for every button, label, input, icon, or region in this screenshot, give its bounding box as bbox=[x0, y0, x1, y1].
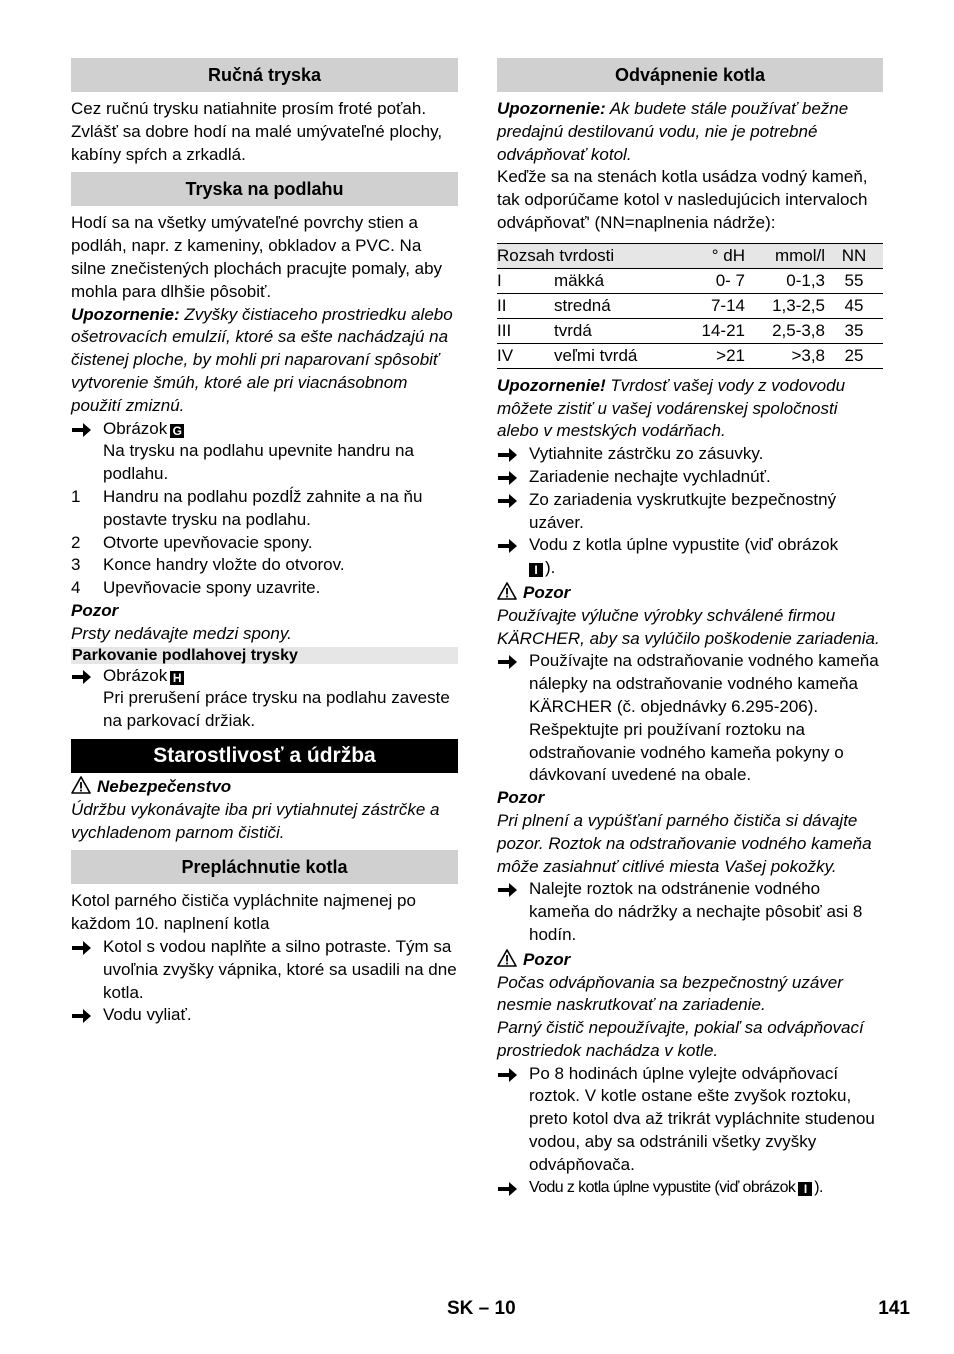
heading-preplachnutie: Prepláchnutie kotla bbox=[71, 850, 458, 884]
arrow-icon bbox=[498, 471, 518, 485]
page-number: 141 bbox=[878, 1298, 910, 1319]
col-dh: ° dH bbox=[675, 243, 745, 268]
step-text: Handru na podlahu pozdĺž zahnite a na ňu postavte trysku na podlahu. bbox=[103, 486, 423, 529]
arrow-icon bbox=[72, 1009, 92, 1023]
prep-list bbox=[497, 443, 883, 534]
paragraph-podlaha: Hodí sa na všetky umývateľné povrchy stien a podláh, napr. z kameniny, obkladov a PVC. Na silne znečistených plochách pracujte pomaly, aby mohla para dlhšie pôsobiť. bbox=[71, 213, 443, 301]
figure-label: Obrázok bbox=[103, 665, 168, 685]
caution-text: Parný čistič nepoužívajte, pokiaľ sa odvápňovací prostriedok nachádza v kotle. bbox=[497, 1018, 864, 1060]
arrow-icon bbox=[498, 539, 518, 553]
step-item bbox=[71, 532, 458, 555]
caution-text: Pri plnení a vypúšťaní parného čističa si dávajte pozor. Roztok na odstraňovanie vodného kameňa môže zasiahnuť citlivé miesta Vašej pokožky. bbox=[497, 810, 872, 876]
cell-level: I bbox=[497, 268, 554, 293]
table-row bbox=[497, 293, 883, 318]
arrow-icon bbox=[498, 494, 518, 508]
arrow-icon bbox=[498, 883, 518, 897]
cell-dh: 14-21 bbox=[675, 318, 745, 343]
table-header-row bbox=[497, 243, 883, 268]
step-text: Upevňovacie spony uzavrite. bbox=[103, 578, 321, 598]
cell-label: tvrdá bbox=[554, 318, 675, 343]
left-column bbox=[71, 58, 458, 1027]
step-text: Konce handry vložte do otvorov. bbox=[103, 555, 345, 575]
arrow-icon bbox=[72, 670, 92, 684]
caution-title: Pozor bbox=[497, 788, 545, 808]
paragraph-rucna: Cez ručnú trysku natiahnite prosím froté poťah. Zvlášť sa dobre hodí na malé umývateľné plochy, kabíny spŕch a zrkadlá. bbox=[71, 99, 443, 164]
note-label: Upozornenie: bbox=[71, 304, 180, 324]
note-text: Ak budete stále používať bežne predajnú destilovanú vodu, nie je potrebné odvápňovať kotol. bbox=[497, 99, 849, 164]
col-mmol: mmol/l bbox=[745, 243, 825, 268]
cell-nn: 25 bbox=[825, 343, 883, 368]
cell-nn: 45 bbox=[825, 293, 883, 318]
cell-mmol: >3,8 bbox=[745, 343, 825, 368]
rinse-item-2: Vodu vyliať. bbox=[103, 1005, 192, 1025]
table-row bbox=[497, 343, 883, 368]
list-item bbox=[497, 466, 883, 489]
list-item bbox=[497, 1063, 883, 1177]
caution-title: Pozor bbox=[71, 600, 119, 620]
prep-item-text: Vytiahnite zástrčku zo zásuvky. bbox=[529, 444, 764, 464]
cell-dh: 0- 7 bbox=[675, 268, 745, 293]
arrow-icon bbox=[498, 448, 518, 462]
note-podlaha bbox=[71, 304, 458, 418]
rinse-item-1: Kotol s vodou naplňte a silno potraste. Tým sa uvoľnia zvyšky vápnika, ktoré sa usadili na dne kotla. bbox=[103, 936, 457, 1002]
note-distilled bbox=[497, 98, 883, 166]
danger-label: Nebezpečenstvo bbox=[97, 776, 232, 796]
cell-nn: 35 bbox=[825, 318, 883, 343]
cell-nn: 55 bbox=[825, 268, 883, 293]
arrow-icon bbox=[498, 1068, 518, 1082]
prep-item-text: Zo zariadenia vyskrutkujte bezpečnostný uzáver. bbox=[529, 489, 837, 532]
note-label: Upozornenie: bbox=[497, 99, 606, 118]
step-number: 1 bbox=[71, 486, 81, 506]
list-item bbox=[497, 443, 883, 466]
drain-end: ). bbox=[545, 558, 556, 578]
right-column bbox=[497, 58, 883, 1199]
step-item bbox=[71, 554, 458, 577]
caution-text: Počas odvápňovania sa bezpečnostný uzáver nesmie naskrutkovať na zariadenie. bbox=[497, 972, 843, 1015]
paragraph-intro: Keďže sa na stenách kotla usádza vodný kameň, tak odporúčame kotol v nasledujúcich intervaloch odvápňovať' (NN=naplnenia nádrže): bbox=[497, 167, 868, 232]
danger-title bbox=[71, 776, 458, 799]
step-number: 4 bbox=[71, 578, 81, 598]
cell-label: veľmi tvrdá bbox=[554, 343, 675, 368]
last-end: ). bbox=[814, 1178, 823, 1196]
heading-tryska-podlaha: Tryska na podlahu bbox=[71, 172, 458, 206]
cell-mmol: 1,3-2,5 bbox=[745, 293, 825, 318]
step-text: Otvorte upevňovacie spony. bbox=[103, 532, 313, 552]
note-hardness bbox=[497, 375, 883, 443]
paragraph-rinse: Kotol parného čističa vypláchnite najmenej po každom 10. naplnení kotla bbox=[71, 891, 416, 934]
after-text: Po 8 hodinách úplne vylejte odvápňovací roztok. V kotle ostane ešte zvyšok roztoku, preto kotol dva až trikrát vypláchnite studenou vodou, aby sa odstránili všetky zvyšky odvápňovača. bbox=[529, 1063, 875, 1174]
arrow-icon bbox=[72, 941, 92, 955]
list-item bbox=[497, 650, 883, 787]
heading-rucna-tryska: Ručná tryska bbox=[71, 58, 458, 92]
cell-level: III bbox=[497, 318, 554, 343]
figure-g-badge: G bbox=[170, 424, 184, 438]
caution-label: Pozor bbox=[523, 582, 571, 602]
list-item bbox=[497, 1177, 883, 1200]
warning-icon bbox=[497, 949, 517, 967]
caution-title bbox=[497, 582, 883, 605]
cell-mmol: 2,5-3,8 bbox=[745, 318, 825, 343]
kamen-text: Používajte na odstraňovanie vodného kameňa nálepky na odstraňovanie vodného kameňa KÄRCHER (č. objednávky 6.295-206). Rešpektujte pri používaní roztoku na odstraňovanie vodného kameňa pokyny o dávkovaní uvedené na obale. bbox=[529, 651, 879, 785]
caution-title bbox=[497, 949, 883, 972]
cell-level: II bbox=[497, 293, 554, 318]
figure-g-text: Na trysku na podlahu upevnite handru na podlahu. bbox=[103, 441, 414, 484]
step-item bbox=[71, 577, 458, 600]
list-item bbox=[71, 1004, 458, 1027]
steps-list bbox=[71, 486, 458, 600]
list-item bbox=[71, 665, 458, 733]
last-text: Vodu z kotla úplne vypustite (viď obrázok bbox=[529, 1178, 796, 1196]
note-text: Tvrdosť vašej vody z vodovodu môžete zistiť u vašej vodárenskej spoločnosti alebo v mestských vodárňach. bbox=[497, 375, 846, 441]
figure-h-badge: H bbox=[170, 671, 184, 685]
heading-odvapnenie: Odvápnenie kotla bbox=[497, 58, 883, 92]
figure-i-badge: I bbox=[529, 563, 543, 577]
list-item bbox=[497, 489, 883, 535]
table-row bbox=[497, 268, 883, 293]
list-item bbox=[497, 534, 883, 580]
cell-label: stredná bbox=[554, 293, 675, 318]
col-nn: NN bbox=[825, 243, 883, 268]
figure-label: Obrázok bbox=[103, 418, 168, 438]
cell-mmol: 0-1,3 bbox=[745, 268, 825, 293]
warning-icon bbox=[71, 776, 91, 794]
step-number: 3 bbox=[71, 555, 81, 575]
arrow-icon bbox=[498, 655, 518, 669]
naplnte-text: Nalejte roztok na odstránenie vodného kameňa do nádržky a nechajte pôsobiť asi 8 hodín. bbox=[529, 879, 863, 944]
heading-starostlivost: Starostlivosť a údržba bbox=[71, 739, 458, 773]
step-item bbox=[71, 486, 458, 532]
caution-text: Používajte výlučne výrobky schválené firmou KÄRCHER, aby sa vylúčilo poškodenie zariadenia. bbox=[497, 605, 880, 648]
caution-text: Prsty nedávajte medzi spony. bbox=[71, 623, 292, 643]
col-rozsah: Rozsah tvrdosti bbox=[497, 243, 675, 268]
heading-parkovanie: Parkovanie podlahovej trysky bbox=[71, 647, 458, 664]
arrow-icon bbox=[72, 423, 92, 437]
note-text: Zvyšky čistiaceho prostriedku alebo ošetrovacích emulzií, ktoré sa ešte nachádzajú na čistenej ploche, by mohli pri naparovaní spôsobiť vytvorenie šmúh, ktoré ale pri viacnásobnom použití zmiznú. bbox=[71, 304, 453, 415]
footer-section: SK – 10 bbox=[447, 1298, 516, 1319]
cell-level: IV bbox=[497, 343, 554, 368]
step-number: 2 bbox=[71, 532, 81, 552]
note-label: Upozornenie! bbox=[497, 375, 606, 395]
list-item bbox=[71, 418, 458, 486]
figure-h-text: Pri prerušení práce trysku na podlahu zaveste na parkovací držiak. bbox=[103, 688, 450, 731]
cell-dh: >21 bbox=[675, 343, 745, 368]
list-item bbox=[71, 936, 458, 1004]
hardness-table bbox=[497, 243, 883, 369]
caution-label: Pozor bbox=[523, 949, 571, 969]
figure-i-badge: I bbox=[798, 1182, 812, 1196]
drain-text: Vodu z kotla úplne vypustite (viď obrázok bbox=[529, 535, 839, 555]
cell-label: mäkká bbox=[554, 268, 675, 293]
table-row bbox=[497, 318, 883, 343]
arrow-icon bbox=[498, 1182, 518, 1196]
cell-dh: 7-14 bbox=[675, 293, 745, 318]
prep-item-text: Zariadenie nechajte vychladnúť. bbox=[529, 466, 771, 486]
danger-text: Údržbu vykonávajte iba pri vytiahnutej zástrčke a vychladenom parnom čističi. bbox=[71, 799, 440, 842]
list-item bbox=[497, 878, 883, 946]
warning-icon bbox=[497, 582, 517, 600]
